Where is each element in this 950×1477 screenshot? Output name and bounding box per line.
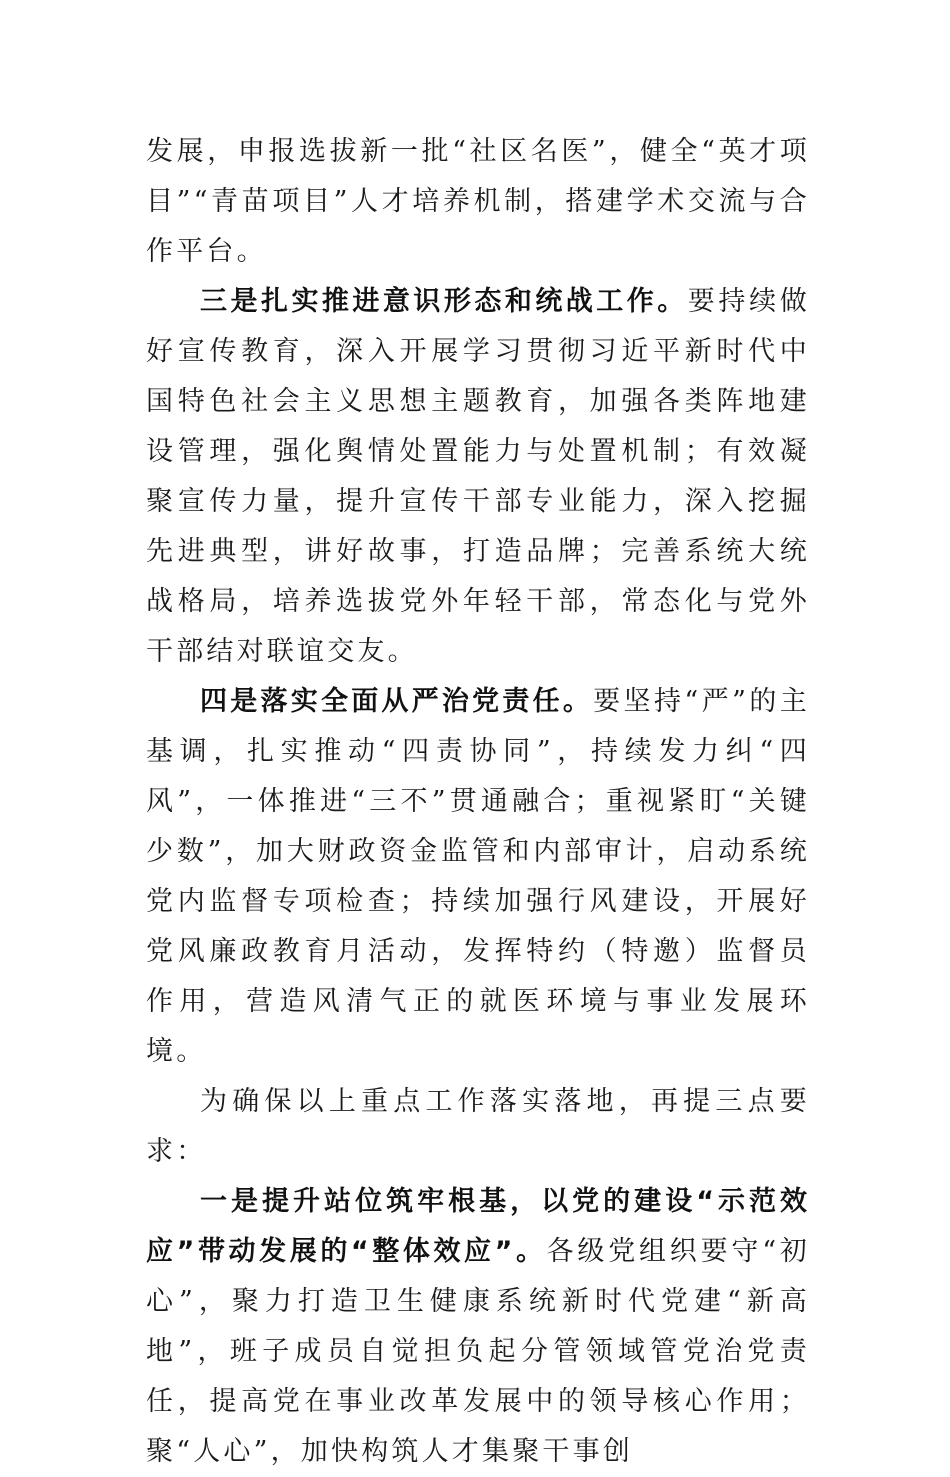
paragraph-text: 要持续做好宣传教育，深入开展学习贯彻习近平新时代中国特色社会主义思想主题教育，加强各类阵地建设管理，强化舆情处置能力与处置机制；有效凝聚宣传力量，提升宣传干部专业能力，深入挖掘先进典型，讲好故事，打造品牌；完善系统大统战格局，培养选拔党外年轻干部，常态化与党外干部结对联谊交友。 [146, 286, 811, 667]
paragraph-text: 各级党组织要守“初心”，聚力打造卫生健康系统新时代党建“新高地”，班子成员自觉担负起分管领域管党治党责任，提高党在事业改革发展中的领导核心作用；聚“人心”，加快构筑人才集聚干事创 [146, 1236, 810, 1467]
paragraph-heading: 三是扎实推进意识形态和统战工作。 [200, 286, 688, 317]
paragraph-text: 要坚持“严”的主基调，扎实推动“四责协同”，持续发力纠“四风”，一体推进“三不”贯通融合；重视紧盯“关键少数”，加大财政资金监管和内部审计，启动系统党内监督专项检查；持续加强行风建设，开展好党风廉政教育月活动，发挥特约（特邀）监督员作用，营造风清气正的就医环境与事业发展环境。 [146, 686, 810, 1067]
paragraph-text: 发展，申报选拔新一批“社区名医”，健全“英才项目”“青苗项目”人才培养机制，搭建学术交流与合作平台。 [146, 136, 810, 267]
paragraph-party-discipline [146, 677, 810, 1077]
paragraph-requirements-intro [146, 1077, 810, 1177]
paragraph-heading: 四是落实全面从严治党责任。 [200, 686, 594, 717]
paragraph-continuation [146, 127, 810, 277]
document-body [146, 127, 810, 1477]
paragraph-text: 为确保以上重点工作落实落地，再提三点要求： [146, 1086, 810, 1167]
paragraph-ideology-united-front [146, 277, 810, 677]
paragraph-requirement-one [146, 1177, 810, 1477]
paragraph-heading: 一是提升站位筑牢根基，以党的建设“示范效应”带动发展的“整体效应”。 [146, 1186, 810, 1267]
